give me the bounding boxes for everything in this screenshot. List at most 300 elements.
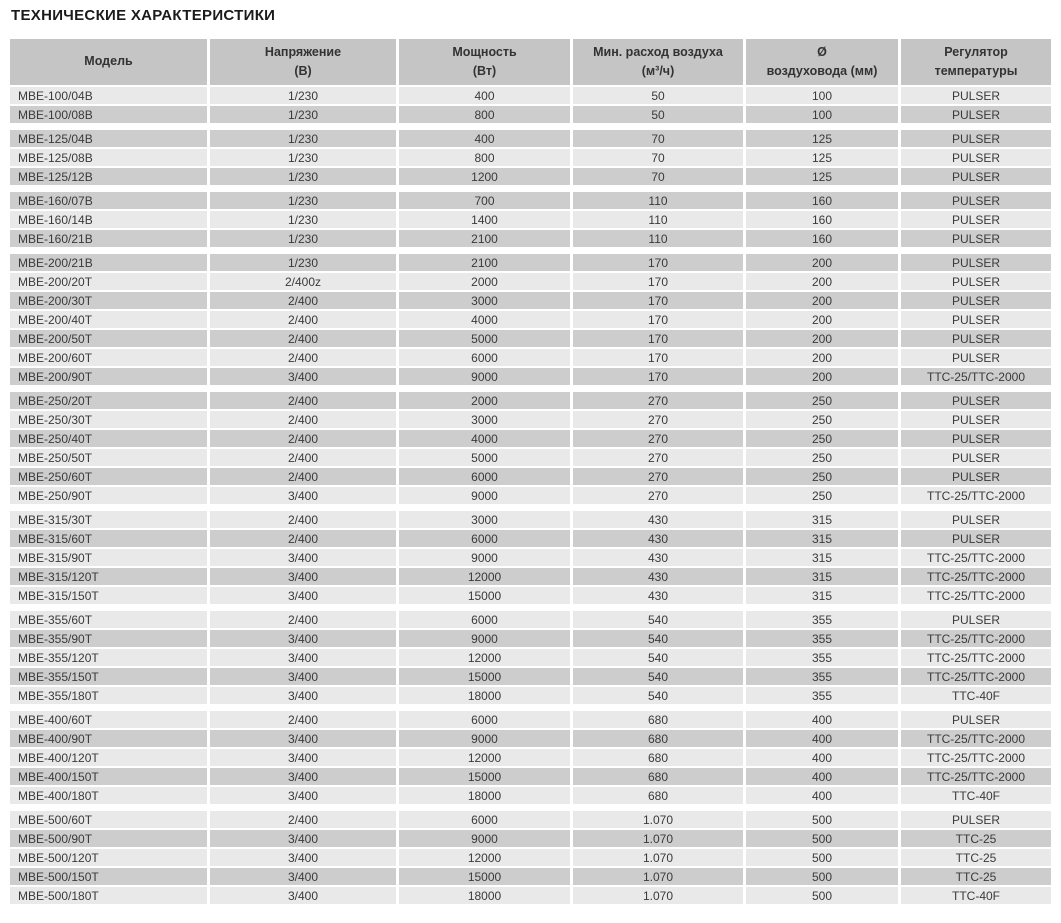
cell-regulator: TTC-40F xyxy=(901,687,1051,704)
cell-model: MBE-250/30T xyxy=(10,411,207,428)
cell-airflow: 1.070 xyxy=(573,830,743,847)
cell-airflow: 270 xyxy=(573,411,743,428)
table-row xyxy=(10,411,1051,428)
cell-diameter: 250 xyxy=(746,430,898,447)
cell-airflow: 170 xyxy=(573,330,743,347)
cell-airflow: 430 xyxy=(573,587,743,604)
cell-model: MBE-400/120T xyxy=(10,749,207,766)
column-header-model xyxy=(10,39,207,85)
cell-power: 15000 xyxy=(399,587,570,604)
table-row xyxy=(10,730,1051,747)
column-header-unit: воздуховода (мм) xyxy=(766,64,878,78)
cell-regulator: TTC-25 xyxy=(901,830,1051,847)
group-spacer-cell xyxy=(10,706,1051,709)
cell-model: MBE-160/14B xyxy=(10,211,207,228)
cell-airflow: 70 xyxy=(573,130,743,147)
cell-model: MBE-250/50T xyxy=(10,449,207,466)
cell-diameter: 100 xyxy=(746,106,898,123)
cell-model: MBE-250/20T xyxy=(10,392,207,409)
cell-voltage: 2/400 xyxy=(210,292,396,309)
group-spacer-cell xyxy=(10,506,1051,509)
cell-diameter: 315 xyxy=(746,568,898,585)
cell-voltage: 3/400 xyxy=(210,630,396,647)
cell-model: MBE-355/180T xyxy=(10,687,207,704)
cell-voltage: 3/400 xyxy=(210,787,396,804)
cell-regulator: TTC-25/TTC-2000 xyxy=(901,749,1051,766)
cell-model: MBE-400/90T xyxy=(10,730,207,747)
cell-airflow: 170 xyxy=(573,292,743,309)
cell-airflow: 680 xyxy=(573,749,743,766)
cell-diameter: 250 xyxy=(746,411,898,428)
cell-power: 400 xyxy=(399,87,570,104)
table-row xyxy=(10,292,1051,309)
group-spacer xyxy=(10,249,1051,252)
table-row xyxy=(10,192,1051,209)
table-row xyxy=(10,787,1051,804)
column-header-label: Модель xyxy=(84,54,133,69)
cell-model: MBE-500/90T xyxy=(10,830,207,847)
cell-diameter: 500 xyxy=(746,868,898,885)
group-spacer xyxy=(10,506,1051,509)
cell-voltage: 3/400 xyxy=(210,549,396,566)
cell-diameter: 200 xyxy=(746,311,898,328)
table-row xyxy=(10,887,1051,904)
cell-voltage: 3/400 xyxy=(210,368,396,385)
cell-regulator: PULSER xyxy=(901,230,1051,247)
cell-model: MBE-500/150T xyxy=(10,868,207,885)
cell-diameter: 200 xyxy=(746,349,898,366)
cell-regulator: PULSER xyxy=(901,392,1051,409)
cell-airflow: 540 xyxy=(573,668,743,685)
cell-model: MBE-125/08B xyxy=(10,149,207,166)
cell-regulator: TTC-25/TTC-2000 xyxy=(901,549,1051,566)
cell-airflow: 1.070 xyxy=(573,811,743,828)
cell-power: 9000 xyxy=(399,549,570,566)
table-row xyxy=(10,830,1051,847)
cell-airflow: 50 xyxy=(573,87,743,104)
group-spacer xyxy=(10,806,1051,809)
cell-diameter: 250 xyxy=(746,468,898,485)
cell-airflow: 540 xyxy=(573,687,743,704)
cell-voltage: 2/400 xyxy=(210,711,396,728)
cell-diameter: 400 xyxy=(746,749,898,766)
cell-airflow: 270 xyxy=(573,430,743,447)
group-spacer xyxy=(10,125,1051,128)
cell-regulator: PULSER xyxy=(901,311,1051,328)
cell-airflow: 270 xyxy=(573,487,743,504)
cell-model: MBE-500/60T xyxy=(10,811,207,828)
table-row xyxy=(10,211,1051,228)
cell-regulator: PULSER xyxy=(901,211,1051,228)
cell-voltage: 1/230 xyxy=(210,254,396,271)
cell-power: 18000 xyxy=(399,787,570,804)
table-row xyxy=(10,687,1051,704)
cell-power: 9000 xyxy=(399,368,570,385)
cell-model: MBE-200/30T xyxy=(10,292,207,309)
cell-model: MBE-315/150T xyxy=(10,587,207,604)
cell-regulator: TTC-25 xyxy=(901,849,1051,866)
cell-regulator: PULSER xyxy=(901,254,1051,271)
cell-voltage: 2/400 xyxy=(210,511,396,528)
cell-diameter: 315 xyxy=(746,530,898,547)
cell-power: 3000 xyxy=(399,292,570,309)
group-spacer xyxy=(10,706,1051,709)
cell-regulator: TTC-40F xyxy=(901,887,1051,904)
cell-regulator: PULSER xyxy=(901,168,1051,185)
table-row xyxy=(10,449,1051,466)
table-row xyxy=(10,768,1051,785)
cell-voltage: 2/400 xyxy=(210,530,396,547)
cell-model: MBE-160/07B xyxy=(10,192,207,209)
cell-model: MBE-250/60T xyxy=(10,468,207,485)
table-row xyxy=(10,587,1051,604)
cell-voltage: 2/400 xyxy=(210,349,396,366)
cell-airflow: 680 xyxy=(573,711,743,728)
cell-voltage: 2/400 xyxy=(210,311,396,328)
cell-model: MBE-400/60T xyxy=(10,711,207,728)
cell-regulator: TTC-25/TTC-2000 xyxy=(901,768,1051,785)
cell-airflow: 1.070 xyxy=(573,868,743,885)
cell-regulator: PULSER xyxy=(901,511,1051,528)
spec-table xyxy=(7,37,1054,906)
cell-voltage: 3/400 xyxy=(210,768,396,785)
cell-regulator: TTC-25/TTC-2000 xyxy=(901,649,1051,666)
cell-voltage: 1/230 xyxy=(210,230,396,247)
column-header-unit: (м³/ч) xyxy=(641,64,675,78)
cell-power: 15000 xyxy=(399,668,570,685)
spec-table-body xyxy=(10,87,1051,904)
cell-airflow: 430 xyxy=(573,568,743,585)
group-spacer-cell xyxy=(10,249,1051,252)
cell-diameter: 355 xyxy=(746,630,898,647)
table-row xyxy=(10,649,1051,666)
cell-airflow: 170 xyxy=(573,311,743,328)
cell-regulator: TTC-25 xyxy=(901,868,1051,885)
cell-airflow: 170 xyxy=(573,349,743,366)
cell-airflow: 1.070 xyxy=(573,887,743,904)
cell-model: MBE-355/60T xyxy=(10,611,207,628)
cell-voltage: 3/400 xyxy=(210,749,396,766)
cell-regulator: TTC-25/TTC-2000 xyxy=(901,568,1051,585)
group-spacer xyxy=(10,387,1051,390)
cell-diameter: 125 xyxy=(746,130,898,147)
cell-airflow: 540 xyxy=(573,649,743,666)
cell-model: MBE-125/12B xyxy=(10,168,207,185)
group-spacer xyxy=(10,606,1051,609)
cell-power: 9000 xyxy=(399,487,570,504)
cell-power: 6000 xyxy=(399,711,570,728)
cell-airflow: 270 xyxy=(573,392,743,409)
cell-power: 800 xyxy=(399,106,570,123)
cell-power: 2100 xyxy=(399,230,570,247)
cell-voltage: 3/400 xyxy=(210,487,396,504)
cell-airflow: 50 xyxy=(573,106,743,123)
spec-table-header xyxy=(10,39,1051,85)
table-row xyxy=(10,168,1051,185)
table-row xyxy=(10,106,1051,123)
cell-power: 12000 xyxy=(399,749,570,766)
cell-regulator: TTC-40F xyxy=(901,787,1051,804)
cell-regulator: PULSER xyxy=(901,130,1051,147)
cell-diameter: 500 xyxy=(746,849,898,866)
cell-diameter: 125 xyxy=(746,168,898,185)
column-header-regulator xyxy=(901,39,1051,85)
cell-diameter: 160 xyxy=(746,192,898,209)
cell-diameter: 315 xyxy=(746,511,898,528)
cell-diameter: 200 xyxy=(746,254,898,271)
cell-regulator: PULSER xyxy=(901,149,1051,166)
cell-regulator: PULSER xyxy=(901,611,1051,628)
cell-voltage: 3/400 xyxy=(210,568,396,585)
cell-voltage: 1/230 xyxy=(210,168,396,185)
cell-voltage: 2/400 xyxy=(210,449,396,466)
column-header-voltage xyxy=(210,39,396,85)
cell-model: MBE-250/90T xyxy=(10,487,207,504)
cell-voltage: 1/230 xyxy=(210,192,396,209)
table-row xyxy=(10,430,1051,447)
cell-model: MBE-100/08B xyxy=(10,106,207,123)
cell-voltage: 2/400z xyxy=(210,273,396,290)
cell-regulator: TTC-25/TTC-2000 xyxy=(901,587,1051,604)
cell-diameter: 125 xyxy=(746,149,898,166)
cell-model: MBE-400/180T xyxy=(10,787,207,804)
cell-power: 9000 xyxy=(399,630,570,647)
cell-diameter: 250 xyxy=(746,392,898,409)
cell-diameter: 500 xyxy=(746,830,898,847)
cell-airflow: 170 xyxy=(573,368,743,385)
group-spacer-cell xyxy=(10,387,1051,390)
cell-regulator: PULSER xyxy=(901,106,1051,123)
column-header-label: Мощность xyxy=(452,44,517,59)
cell-power: 6000 xyxy=(399,530,570,547)
cell-voltage: 2/400 xyxy=(210,811,396,828)
cell-airflow: 680 xyxy=(573,787,743,804)
cell-diameter: 400 xyxy=(746,711,898,728)
cell-power: 3000 xyxy=(399,411,570,428)
cell-power: 6000 xyxy=(399,349,570,366)
table-row xyxy=(10,392,1051,409)
cell-airflow: 170 xyxy=(573,273,743,290)
table-row xyxy=(10,549,1051,566)
table-row xyxy=(10,868,1051,885)
table-row xyxy=(10,849,1051,866)
cell-voltage: 1/230 xyxy=(210,211,396,228)
cell-model: MBE-160/21B xyxy=(10,230,207,247)
table-row xyxy=(10,811,1051,828)
cell-airflow: 540 xyxy=(573,630,743,647)
cell-airflow: 540 xyxy=(573,611,743,628)
cell-voltage: 3/400 xyxy=(210,887,396,904)
cell-model: MBE-355/120T xyxy=(10,649,207,666)
cell-power: 15000 xyxy=(399,768,570,785)
cell-power: 1200 xyxy=(399,168,570,185)
cell-airflow: 430 xyxy=(573,549,743,566)
cell-model: MBE-355/90T xyxy=(10,630,207,647)
table-row xyxy=(10,230,1051,247)
cell-power: 18000 xyxy=(399,687,570,704)
cell-power: 3000 xyxy=(399,511,570,528)
cell-voltage: 1/230 xyxy=(210,130,396,147)
table-row xyxy=(10,130,1051,147)
cell-model: MBE-250/40T xyxy=(10,430,207,447)
column-header-airflow xyxy=(573,39,743,85)
column-header-label: Мин. расход воздуха xyxy=(593,44,723,59)
cell-regulator: PULSER xyxy=(901,449,1051,466)
cell-power: 700 xyxy=(399,192,570,209)
cell-model: MBE-200/60T xyxy=(10,349,207,366)
cell-voltage: 3/400 xyxy=(210,587,396,604)
cell-voltage: 1/230 xyxy=(210,149,396,166)
cell-diameter: 355 xyxy=(746,611,898,628)
cell-model: MBE-500/120T xyxy=(10,849,207,866)
cell-diameter: 315 xyxy=(746,587,898,604)
cell-diameter: 200 xyxy=(746,292,898,309)
cell-airflow: 270 xyxy=(573,468,743,485)
cell-diameter: 160 xyxy=(746,230,898,247)
table-row xyxy=(10,487,1051,504)
cell-power: 5000 xyxy=(399,449,570,466)
table-row xyxy=(10,749,1051,766)
cell-diameter: 200 xyxy=(746,368,898,385)
cell-airflow: 430 xyxy=(573,511,743,528)
cell-voltage: 2/400 xyxy=(210,411,396,428)
cell-power: 12000 xyxy=(399,649,570,666)
cell-power: 5000 xyxy=(399,330,570,347)
cell-regulator: TTC-25/TTC-2000 xyxy=(901,730,1051,747)
cell-diameter: 100 xyxy=(746,87,898,104)
cell-diameter: 355 xyxy=(746,649,898,666)
diameter-symbol: Ø xyxy=(817,44,827,59)
cell-voltage: 2/400 xyxy=(210,468,396,485)
cell-diameter: 355 xyxy=(746,687,898,704)
cell-power: 15000 xyxy=(399,868,570,885)
cell-diameter: 500 xyxy=(746,811,898,828)
cell-airflow: 70 xyxy=(573,168,743,185)
table-row xyxy=(10,273,1051,290)
cell-regulator: TTC-25/TTC-2000 xyxy=(901,630,1051,647)
cell-voltage: 3/400 xyxy=(210,849,396,866)
table-row xyxy=(10,330,1051,347)
cell-power: 2100 xyxy=(399,254,570,271)
cell-power: 18000 xyxy=(399,887,570,904)
cell-power: 6000 xyxy=(399,611,570,628)
cell-power: 6000 xyxy=(399,468,570,485)
column-header-unit: температуры xyxy=(934,64,1018,78)
cell-power: 6000 xyxy=(399,811,570,828)
group-spacer xyxy=(10,187,1051,190)
table-row xyxy=(10,311,1051,328)
cell-regulator: PULSER xyxy=(901,430,1051,447)
cell-regulator: PULSER xyxy=(901,411,1051,428)
table-row xyxy=(10,349,1051,366)
cell-regulator: PULSER xyxy=(901,468,1051,485)
cell-airflow: 110 xyxy=(573,211,743,228)
cell-voltage: 3/400 xyxy=(210,868,396,885)
cell-model: MBE-200/90T xyxy=(10,368,207,385)
group-spacer-cell xyxy=(10,806,1051,809)
cell-diameter: 315 xyxy=(746,549,898,566)
cell-model: MBE-200/40T xyxy=(10,311,207,328)
cell-voltage: 3/400 xyxy=(210,649,396,666)
cell-airflow: 1.070 xyxy=(573,849,743,866)
cell-regulator: TTC-25/TTC-2000 xyxy=(901,668,1051,685)
cell-diameter: 400 xyxy=(746,730,898,747)
cell-power: 800 xyxy=(399,149,570,166)
cell-power: 9000 xyxy=(399,830,570,847)
cell-model: MBE-315/120T xyxy=(10,568,207,585)
page-title: ТЕХНИЧЕСКИЕ ХАРАКТЕРИСТИКИ xyxy=(11,7,276,24)
cell-model: MBE-315/30T xyxy=(10,511,207,528)
cell-model: MBE-315/90T xyxy=(10,549,207,566)
cell-regulator: PULSER xyxy=(901,273,1051,290)
cell-power: 4000 xyxy=(399,430,570,447)
cell-model: MBE-125/04B xyxy=(10,130,207,147)
cell-model: MBE-200/21B xyxy=(10,254,207,271)
cell-power: 400 xyxy=(399,130,570,147)
cell-model: MBE-200/50T xyxy=(10,330,207,347)
cell-voltage: 3/400 xyxy=(210,830,396,847)
cell-airflow: 110 xyxy=(573,230,743,247)
cell-voltage: 3/400 xyxy=(210,730,396,747)
cell-regulator: PULSER xyxy=(901,192,1051,209)
group-spacer-cell xyxy=(10,125,1051,128)
cell-power: 12000 xyxy=(399,849,570,866)
table-row xyxy=(10,630,1051,647)
cell-power: 4000 xyxy=(399,311,570,328)
table-row xyxy=(10,711,1051,728)
cell-regulator: PULSER xyxy=(901,530,1051,547)
cell-diameter: 355 xyxy=(746,668,898,685)
cell-voltage: 3/400 xyxy=(210,668,396,685)
column-header-diameter xyxy=(746,39,898,85)
table-row xyxy=(10,254,1051,271)
group-spacer-cell xyxy=(10,606,1051,609)
cell-voltage: 2/400 xyxy=(210,392,396,409)
cell-regulator: PULSER xyxy=(901,711,1051,728)
column-header-label: Регулятор xyxy=(944,44,1008,59)
table-row xyxy=(10,149,1051,166)
cell-airflow: 680 xyxy=(573,730,743,747)
table-row xyxy=(10,468,1051,485)
cell-airflow: 110 xyxy=(573,192,743,209)
cell-model: MBE-355/150T xyxy=(10,668,207,685)
column-header-power xyxy=(399,39,570,85)
cell-voltage: 2/400 xyxy=(210,430,396,447)
cell-regulator: PULSER xyxy=(901,87,1051,104)
cell-model: MBE-400/150T xyxy=(10,768,207,785)
cell-diameter: 250 xyxy=(746,449,898,466)
table-row xyxy=(10,368,1051,385)
cell-power: 2000 xyxy=(399,392,570,409)
cell-airflow: 270 xyxy=(573,449,743,466)
cell-regulator: PULSER xyxy=(901,811,1051,828)
cell-airflow: 170 xyxy=(573,254,743,271)
cell-voltage: 2/400 xyxy=(210,611,396,628)
group-spacer-cell xyxy=(10,187,1051,190)
cell-voltage: 3/400 xyxy=(210,687,396,704)
cell-power: 12000 xyxy=(399,568,570,585)
cell-power: 2000 xyxy=(399,273,570,290)
table-row xyxy=(10,511,1051,528)
cell-airflow: 680 xyxy=(573,768,743,785)
column-header-unit: (Вт) xyxy=(472,64,497,78)
column-header-label: Напряжение xyxy=(264,44,342,59)
table-row xyxy=(10,530,1051,547)
cell-diameter: 400 xyxy=(746,787,898,804)
cell-diameter: 200 xyxy=(746,273,898,290)
cell-model: MBE-100/04B xyxy=(10,87,207,104)
cell-diameter: 250 xyxy=(746,487,898,504)
